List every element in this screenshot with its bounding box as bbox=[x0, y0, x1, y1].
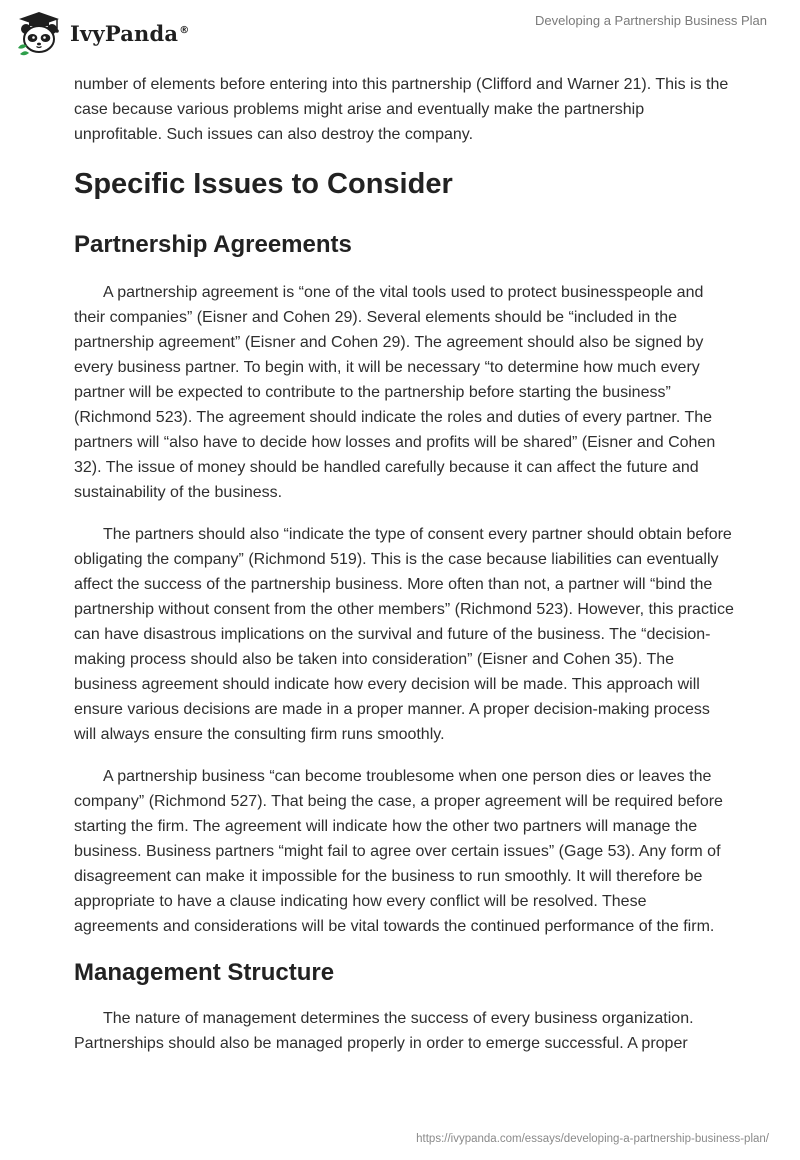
paragraph: A partnership business “can become troublesome when one person dies or leaves the company” (Richmond 527). That being the case, a proper agreement will be required before starting the firm. The agreement will indicate how the other two partners will manage the business. Business partners “might fail to agree over certain issues” (Gage 53). Any form of disagreement can make it impossible for the business to run smoothly. It will therefore be appropriate to have a clause indicating how every conflict will be resolved. These agreements and considerations will be vital towards the continued performance of the firm. bbox=[74, 768, 723, 935]
subsection-title-management-structure: Management Structure bbox=[74, 959, 335, 986]
source-url[interactable]: https://ivypanda.com/essays/developing-a-partnership-business-plan/ bbox=[416, 1133, 769, 1145]
intro-paragraph: number of elements before entering into this partnership (Clifford and Warner 21). This is the case because various problems might arise and eventually make the partnership unprofitable. Such issues can also destroy the company. bbox=[74, 76, 729, 143]
document-title: Developing a Partnership Business Plan bbox=[535, 13, 767, 28]
section-title: Specific Issues to Consider bbox=[74, 168, 453, 200]
paragraph: The nature of management determines the success of every business organization. Partnerships should also be managed properly in order to emerge successful. A proper bbox=[74, 1010, 694, 1052]
paragraph: The partners should also “indicate the type of consent every partner should obtain before obligating the company” (Richmond 519). This is the case because liabilities can eventually affect the success of the partnership business. More often than not, a partner will “bind the partnership without consent from the other members” (Richmond 523). However, this practice can have disastrous implications on the survival and future of the business. The “decision-making process should also be taken into consideration” (Eisner and Cohen 35). The business agreement should indicate how every decision will be made. This approach will ensure various decisions are made in a proper manner. A proper decision-making process will always ensure the consulting firm runs smoothly. bbox=[74, 526, 734, 743]
article-body bbox=[74, 72, 734, 1073]
ivypanda-logo[interactable] bbox=[14, 8, 189, 58]
page-header bbox=[0, 0, 800, 66]
logo-wordmark: IvyPanda® bbox=[70, 20, 190, 46]
panda-graduate-icon bbox=[14, 8, 64, 58]
paragraph: A partnership agreement is “one of the vital tools used to protect businesspeople and their companies” (Eisner and Cohen 29). Several elements should be “included in the partnership agreement” (Eisner and Cohen 29). The agreement should also be signed by every business partner. To begin with, it will be necessary “to determine how much every partner will be expected to contribute to the partnership before starting the business” (Richmond 523). The agreement should indicate the roles and duties of every partner. The partners will “also have to decide how losses and profits will be shared” (Eisner and Cohen 32). The issue of money should be handled carefully because it can affect the future and sustainability of the business. bbox=[74, 284, 716, 501]
subsection-title-partnership-agreements: Partnership Agreements bbox=[74, 231, 352, 258]
